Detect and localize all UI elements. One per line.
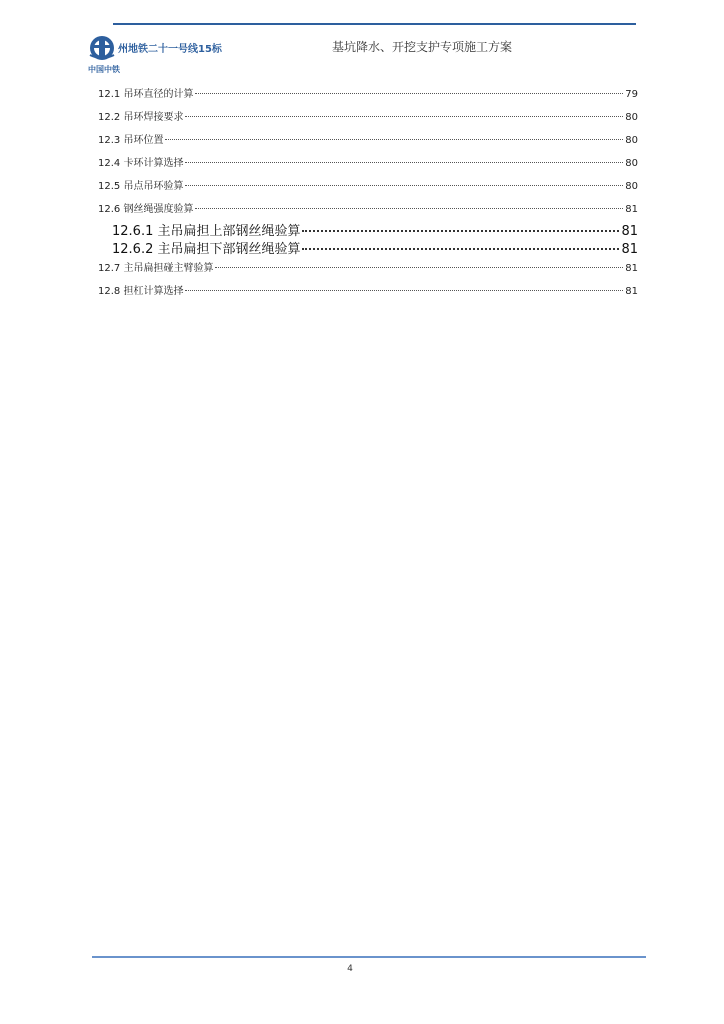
toc-entry-label: 12.1 吊环直径的计算 bbox=[98, 89, 194, 100]
toc-entry[interactable] bbox=[98, 178, 638, 201]
footer-divider bbox=[92, 956, 646, 958]
toc-entry[interactable] bbox=[98, 86, 638, 109]
toc-page-number: 81 bbox=[621, 242, 638, 257]
toc-entry-label: 12.7 主吊扁担碰主臂验算 bbox=[98, 263, 214, 274]
toc-dot-leader bbox=[195, 208, 623, 209]
toc-entry-label: 12.5 吊点吊环验算 bbox=[98, 181, 184, 192]
toc-dot-leader bbox=[185, 162, 623, 163]
toc-entry[interactable] bbox=[98, 155, 638, 178]
toc-dot-leader bbox=[185, 116, 623, 117]
toc-dot-leader bbox=[185, 290, 623, 291]
toc-page-number: 81 bbox=[625, 286, 638, 297]
document-title: 基坑降水、开挖支护专项施工方案 bbox=[332, 40, 513, 54]
toc-page-number: 80 bbox=[625, 158, 638, 169]
toc-entry[interactable] bbox=[98, 132, 638, 155]
table-of-contents bbox=[98, 86, 638, 306]
page-header bbox=[88, 30, 638, 74]
railway-logo-icon bbox=[88, 33, 120, 63]
toc-page-number: 79 bbox=[625, 89, 638, 100]
toc-entry-label: 12.6 钢丝绳强度验算 bbox=[98, 204, 194, 215]
toc-entry-label: 12.8 担杠计算选择 bbox=[98, 286, 184, 297]
toc-entry[interactable] bbox=[98, 109, 638, 132]
toc-dot-leader bbox=[302, 230, 619, 232]
toc-dot-leader bbox=[185, 185, 623, 186]
toc-dot-leader bbox=[302, 248, 619, 250]
toc-entry-label: 12.4 卡环计算选择 bbox=[98, 158, 184, 169]
toc-dot-leader bbox=[165, 139, 623, 140]
toc-entry[interactable] bbox=[98, 201, 638, 224]
toc-page-number: 81 bbox=[621, 224, 638, 239]
project-name: 州地铁二十一号线15标 bbox=[118, 44, 222, 55]
header-divider bbox=[113, 23, 636, 25]
toc-page-number: 81 bbox=[625, 263, 638, 274]
toc-entry-label: 12.3 吊环位置 bbox=[98, 135, 164, 146]
toc-page-number: 80 bbox=[625, 135, 638, 146]
toc-entry-label: 12.2 吊环焊接要求 bbox=[98, 112, 184, 123]
toc-dot-leader bbox=[195, 93, 623, 94]
company-name: 中国中铁 bbox=[88, 65, 120, 74]
toc-page-number: 80 bbox=[625, 112, 638, 123]
page-number: 4 bbox=[347, 964, 353, 974]
toc-subentry[interactable] bbox=[98, 242, 638, 260]
toc-subentry[interactable] bbox=[98, 224, 638, 242]
toc-dot-leader bbox=[215, 267, 623, 268]
toc-page-number: 81 bbox=[625, 204, 638, 215]
toc-page-number: 80 bbox=[625, 181, 638, 192]
toc-entry-label: 12.6.1 主吊扁担上部钢丝绳验算 bbox=[112, 224, 301, 239]
toc-entry[interactable] bbox=[98, 260, 638, 283]
toc-entry[interactable] bbox=[98, 283, 638, 306]
toc-entry-label: 12.6.2 主吊扁担下部钢丝绳验算 bbox=[112, 242, 301, 257]
